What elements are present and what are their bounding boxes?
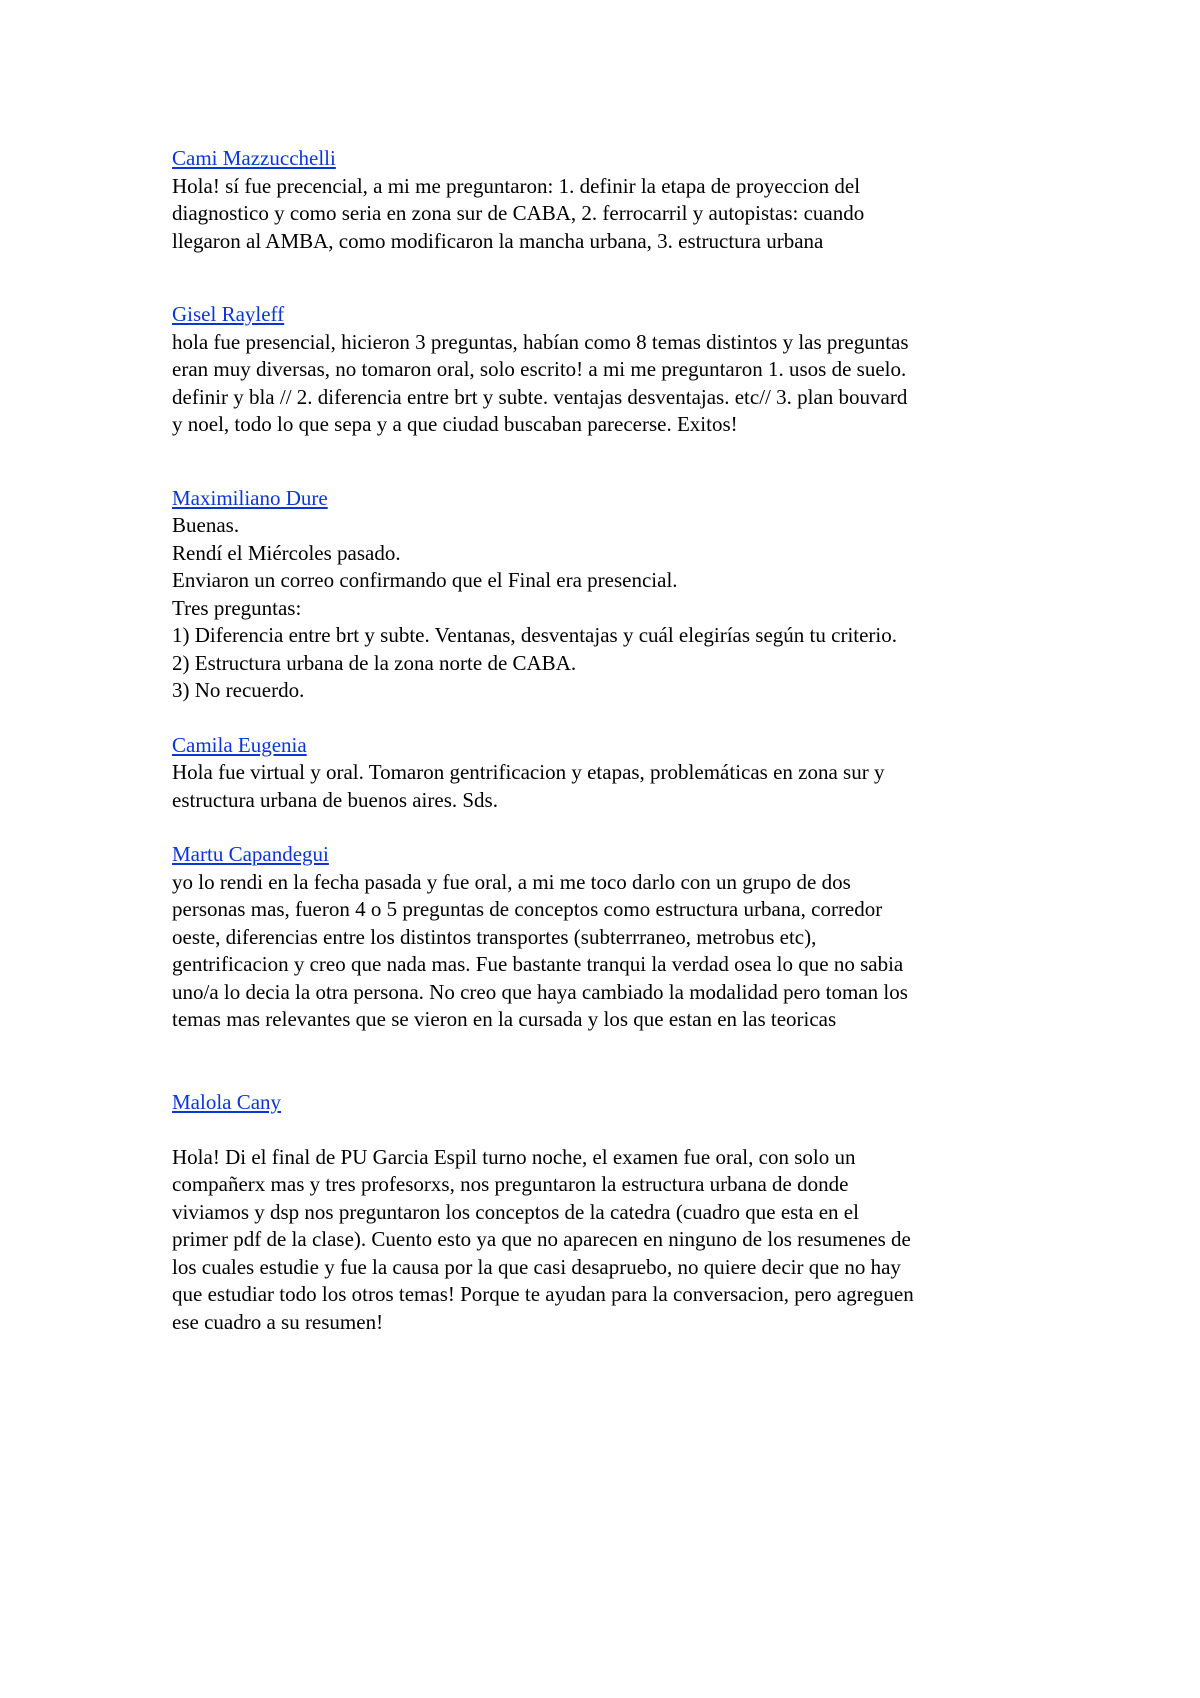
comment-text-line: viviamos y dsp nos preguntaron los conceptos de la catedra (cuadro que esta en el [172, 1199, 859, 1224]
blank-line [172, 1116, 1052, 1144]
comment-text-line: eran muy diversas, no tomaron oral, solo escrito! a mi me preguntaron 1. usos de suelo. [172, 357, 907, 381]
comment-text-line: los cuales estudie y fue la causa por la que casi desapruebo, no quiere decir que no hay [172, 1254, 901, 1279]
comment-text-line: diagnostico y como seria en zona sur de CABA, 2. ferrocarril y autopistas: cuando [172, 201, 865, 225]
comment-martu-capandegui [172, 841, 1052, 1034]
comment-text-line: ese cuadro a su resumen! [172, 1309, 384, 1334]
comment-text-line: y noel, todo lo que sepa y a que ciudad buscaban parecerse. Exitos! [172, 412, 738, 436]
comment-text-line: hola fue presencial, hicieron 3 preguntas, habían como 8 temas distintos y las preguntas [172, 329, 909, 354]
comment-text-line: Rendí el Miércoles pasado. [172, 540, 401, 565]
comment-text-line: uno/a lo decia la otra persona. No creo que haya cambiado la modalidad pero toman los [172, 979, 908, 1004]
comment-cami-mazzucchelli [172, 145, 1052, 255]
comment-text-line: definir y bla // 2. diferencia entre brt y subte. ventajas desventajas. etc// 3. plan bouvard [172, 384, 908, 409]
comment-text-line: 1) Diferencia entre brt y subte. Ventanas, desventajas y cuál elegirías según tu criterio. [172, 623, 898, 647]
comment-text-line: compañerx mas y tres profesorxs, nos preguntaron la estructura urbana de donde [172, 1172, 849, 1196]
comment-malola-cany [172, 1089, 1052, 1337]
comment-text-line: Hola fue virtual y oral. Tomaron gentrificacion y etapas, problemáticas en zona sur y [172, 760, 885, 784]
author-link[interactable]: Cami Mazzucchelli [172, 146, 336, 170]
comment-text-line: personas mas, fueron 4 o 5 preguntas de conceptos como estructura urbana, corredor [172, 897, 883, 921]
comment-text-line: Buenas. [172, 513, 240, 537]
comment-text-line: primer pdf de la clase). Cuento esto ya que no aparecen en ninguno de los resumenes de [172, 1227, 911, 1251]
comment-text-line: gentrificacion y creo que nada mas. Fue bastante tranqui la verdad osea lo que no sabia [172, 952, 904, 976]
comment-text-line: estructura urbana de buenos aires. Sds. [172, 787, 498, 812]
comment-text-line: Hola! Di el final de PU Garcia Espil turno noche, el examen fue oral, con solo un [172, 1144, 856, 1169]
comment-text-line: llegaron al AMBA, como modificaron la mancha urbana, 3. estructura urbana [172, 228, 824, 253]
document-page [172, 145, 1052, 1336]
comment-camila-eugenia [172, 732, 1052, 815]
comment-text-line: oeste, diferencias entre los distintos transportes (subterrraneo, metrobus etc), [172, 924, 817, 949]
comment-gisel-rayleff [172, 301, 1052, 439]
author-link[interactable]: Martu Capandegui [172, 842, 329, 866]
comment-text-line: que estudiar todo los otros temas! Porque te ayudan para la conversacion, pero agreguen [172, 1282, 914, 1306]
comment-text-line: Tres preguntas: [172, 595, 302, 620]
comment-text-line: Hola! sí fue precencial, a mi me preguntaron: 1. definir la etapa de proyeccion del [172, 173, 861, 198]
comment-text-line: yo lo rendi en la fecha pasada y fue oral, a mi me toco darlo con un grupo de dos [172, 869, 851, 894]
comment-text-line: 3) No recuerdo. [172, 678, 305, 702]
author-link[interactable]: Camila Eugenia [172, 732, 307, 757]
author-link[interactable]: Maximiliano Dure [172, 485, 328, 510]
comment-maximiliano-dure [172, 485, 1052, 705]
author-link[interactable]: Gisel Rayleff [172, 302, 285, 326]
comment-text-line: temas mas relevantes que se vieron en la cursada y los que estan en las teoricas [172, 1007, 837, 1031]
comment-text-line: Enviaron un correo confirmando que el Final era presencial. [172, 568, 678, 592]
author-link[interactable]: Malola Cany [172, 1089, 282, 1114]
comment-text-line: 2) Estructura urbana de la zona norte de CABA. [172, 650, 577, 675]
